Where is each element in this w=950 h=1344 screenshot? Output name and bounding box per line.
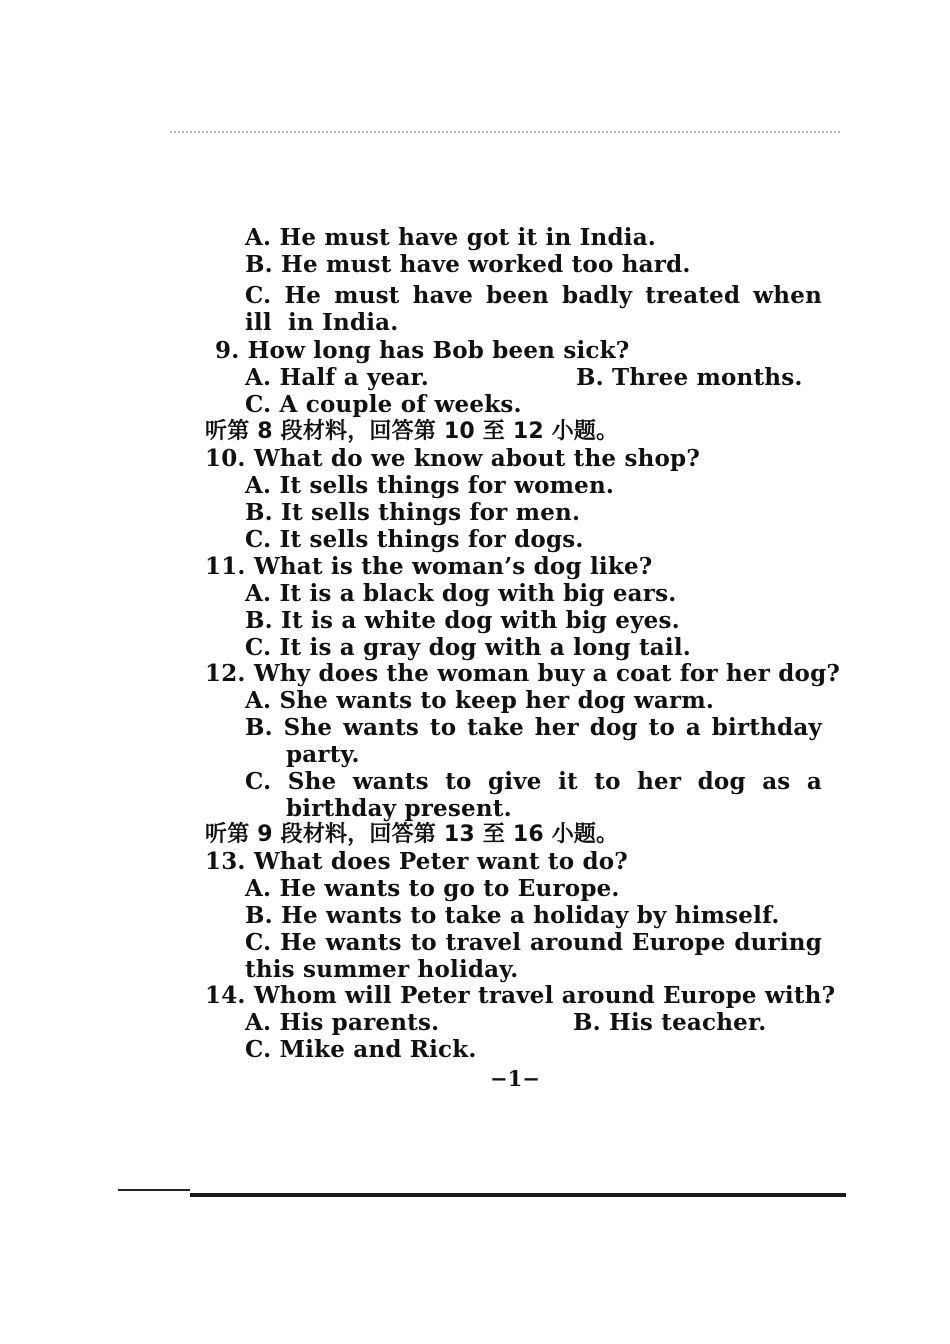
q9-option-c: C. A couple of weeks.: [245, 391, 522, 418]
q12-option-c-continued: birthday present.: [286, 795, 512, 822]
question-10: 10. What do we know about the shop?: [205, 445, 701, 472]
q10-option-c: C. It sells things for dogs.: [245, 526, 584, 553]
question-9: 9. How long has Bob been sick?: [215, 337, 630, 364]
q11-option-a: A. It is a black dog with big ears.: [245, 580, 677, 607]
q12-option-b: B. She wants to take her dog to a birthday: [245, 714, 822, 741]
q11-option-c: C. It is a gray dog with a long tail.: [245, 634, 691, 661]
question-12: 12. Why does the woman buy a coat for her dog?: [205, 660, 841, 687]
question-11: 11. What is the woman’s dog like?: [205, 553, 653, 580]
q13-option-c: C. He wants to travel around Europe during: [245, 929, 822, 956]
q8-option-a: A. He must have got it in India.: [245, 224, 656, 251]
q10-option-a: A. It sells things for women.: [245, 472, 615, 499]
section-8-heading: 听第 8 段材料，回答第 10 至 12 小题。: [205, 419, 619, 444]
q10-option-b: B. It sells things for men.: [245, 499, 581, 526]
bottom-rule-long: [190, 1193, 846, 1197]
q12-option-a: A. She wants to keep her dog warm.: [245, 687, 715, 714]
q14-option-a: A. His parents.: [245, 1009, 440, 1036]
page-number: −1−: [490, 1066, 540, 1091]
q9-option-b: B. Three months.: [576, 364, 803, 391]
question-14: 14. Whom will Peter travel around Europe with?: [205, 982, 836, 1009]
q11-option-b: B. It is a white dog with big eyes.: [245, 607, 680, 634]
bottom-rule-short: [118, 1189, 190, 1191]
q9-option-a: A. Half a year.: [245, 364, 429, 391]
top-dotted-rule: [170, 131, 840, 133]
q13-option-b: B. He wants to take a holiday by himself.: [245, 902, 780, 929]
question-13: 13. What does Peter want to do?: [205, 848, 628, 875]
q14-option-c: C. Mike and Rick.: [245, 1036, 477, 1063]
q12-option-c: C. She wants to give it to her dog as a: [245, 768, 822, 795]
section-9-heading: 听第 9 段材料，回答第 13 至 16 小题。: [205, 822, 619, 847]
q13-option-a: A. He wants to go to Europe.: [245, 875, 620, 902]
q12-option-b-continued: party.: [286, 741, 360, 768]
q14-option-b: B. His teacher.: [573, 1009, 767, 1036]
q8-option-c-continued: in India.: [288, 309, 399, 336]
q13-option-c-continued: this summer holiday.: [245, 956, 519, 983]
q8-option-c: C. He must have been badly treated when ill: [245, 282, 822, 336]
q8-option-b: B. He must have worked too hard.: [245, 251, 691, 278]
